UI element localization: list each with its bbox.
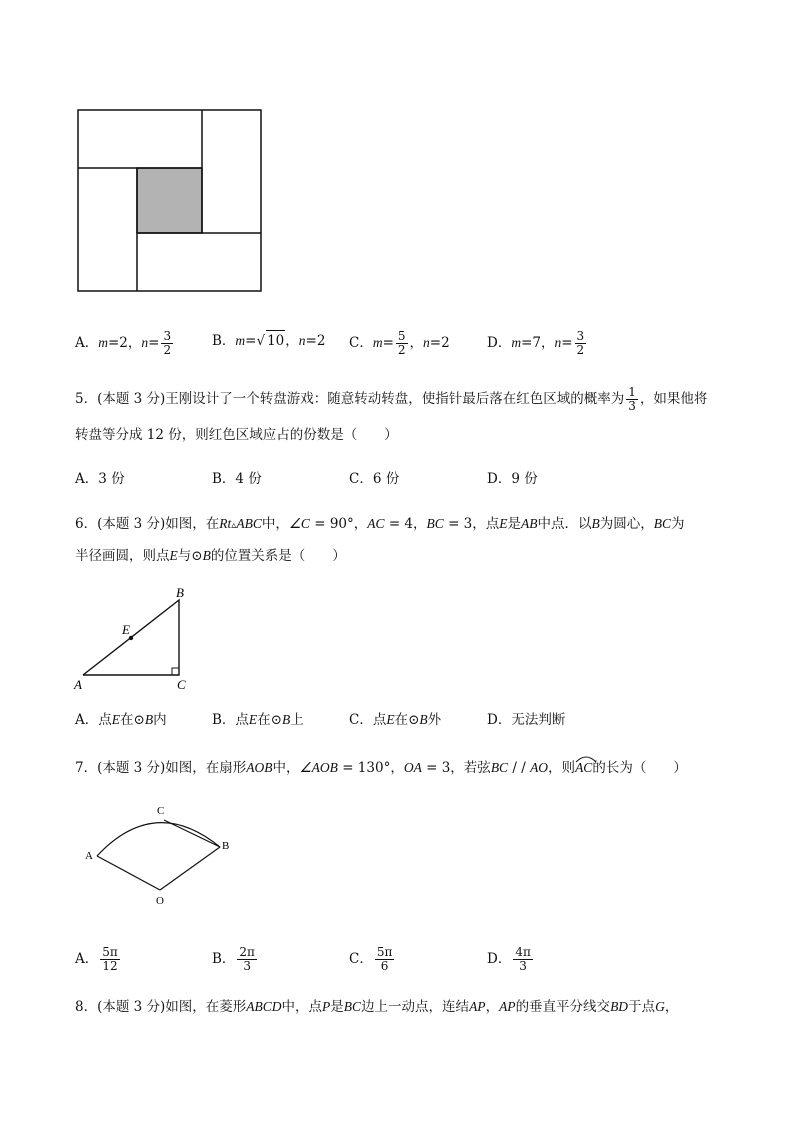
q4-figure [76, 108, 264, 294]
q7-sector-figure [80, 800, 240, 915]
q5-stem-line2: 转盘等分成 12 份，则红色区域应占的份数是（ ） [75, 427, 398, 443]
q6-label-a: A [74, 677, 82, 692]
arc-mark-icon [575, 755, 597, 763]
q4-c-fraction: $\frac{5}{2}$ [397, 329, 406, 357]
q4-option-c[interactable]: C．m= $\frac{5}{2}$ ，n=2 [349, 329, 450, 357]
q5-option-c[interactable]: C．6 份 [349, 471, 400, 487]
q6-label-b: B [176, 585, 184, 600]
q6-stem-line2: 半径画圆，则点E与⊙B的位置关系是（ ） [75, 548, 346, 564]
q5-probability-fraction: $\frac{1}{3}$ [628, 385, 636, 413]
q7-stem: 7．(本题 3 分)如图，在扇形AOB中，∠AOB = 130°，OA = 3，若弦BC / / AO，则 AC的长为（ ） [75, 758, 687, 778]
q4-center-square [137, 168, 202, 233]
q4-option-d[interactable]: D．m=7，n= $\frac{3}{2}$ [487, 329, 585, 357]
q7-arc-ac: AC [575, 758, 592, 778]
q5-option-a[interactable]: A．3 份 [75, 471, 125, 487]
q7-radius-ob [160, 847, 220, 890]
q7-arc-ab [97, 823, 220, 856]
q5-option-b[interactable]: B．4 份 [212, 471, 262, 487]
q7-label-a: A [85, 850, 93, 862]
q4-d-fraction: $\frac{3}{2}$ [576, 329, 585, 357]
q7-option-c[interactable]: C． $\frac{5\pi}{6}$ [349, 945, 393, 973]
q7-label-o: O [156, 895, 164, 907]
q7-label-b: B [222, 840, 230, 852]
q5-stem-line1: 5．(本题 3 分)王刚设计了一个转盘游戏：随意转动转盘，使指针最后落在红色区域的概率为 $\frac{1}{3}$ ，如果他将 [75, 385, 708, 413]
q5-option-d[interactable]: D．9 份 [487, 471, 538, 487]
q7-option-b[interactable]: B． $\frac{2\pi}{3}$ [212, 945, 255, 973]
q4-a-fraction: $\frac{3}{2}$ [163, 329, 172, 357]
q6-option-b[interactable]: B．点E在⊙B上 [212, 712, 304, 728]
q6-option-d[interactable]: D．无法判断 [487, 712, 566, 728]
q7-radius-oa [97, 856, 160, 890]
q6-option-a[interactable]: A．点E在⊙B内 [75, 712, 167, 728]
q4-option-b[interactable]: B．m=√ 10，n=2 [212, 330, 325, 351]
q6-option-c[interactable]: C．点E在⊙B外 [349, 712, 442, 728]
q4-option-a[interactable]: A．m=2，n= $\frac{3}{2}$ [75, 329, 172, 357]
q7-chord-bc [164, 820, 220, 847]
q6-right-angle-mark [172, 668, 179, 675]
q7-label-c: C [157, 805, 165, 817]
q8-stem: 8．(本题 3 分)如图，在菱形ABCD中，点P是BC边上一动点，连结AP，AP的垂直平分线交BD于点G， [75, 999, 679, 1015]
q6-label-c: C [177, 677, 186, 692]
q7-option-a[interactable]: A． $\frac{5\pi}{12}$ [75, 945, 118, 973]
sqrt-sign: √ [256, 333, 266, 349]
q6-triangle-figure [70, 584, 200, 694]
q7-option-d[interactable]: D． $\frac{4\pi}{3}$ [487, 945, 531, 973]
q6-stem-line1: 6．(本题 3 分)如图，在Rt▵ABC中，∠C = 90°，AC = 4，BC = 3，点E是AB中点．以B为圆心，BC为 [75, 516, 685, 532]
q6-label-e: E [122, 622, 130, 637]
